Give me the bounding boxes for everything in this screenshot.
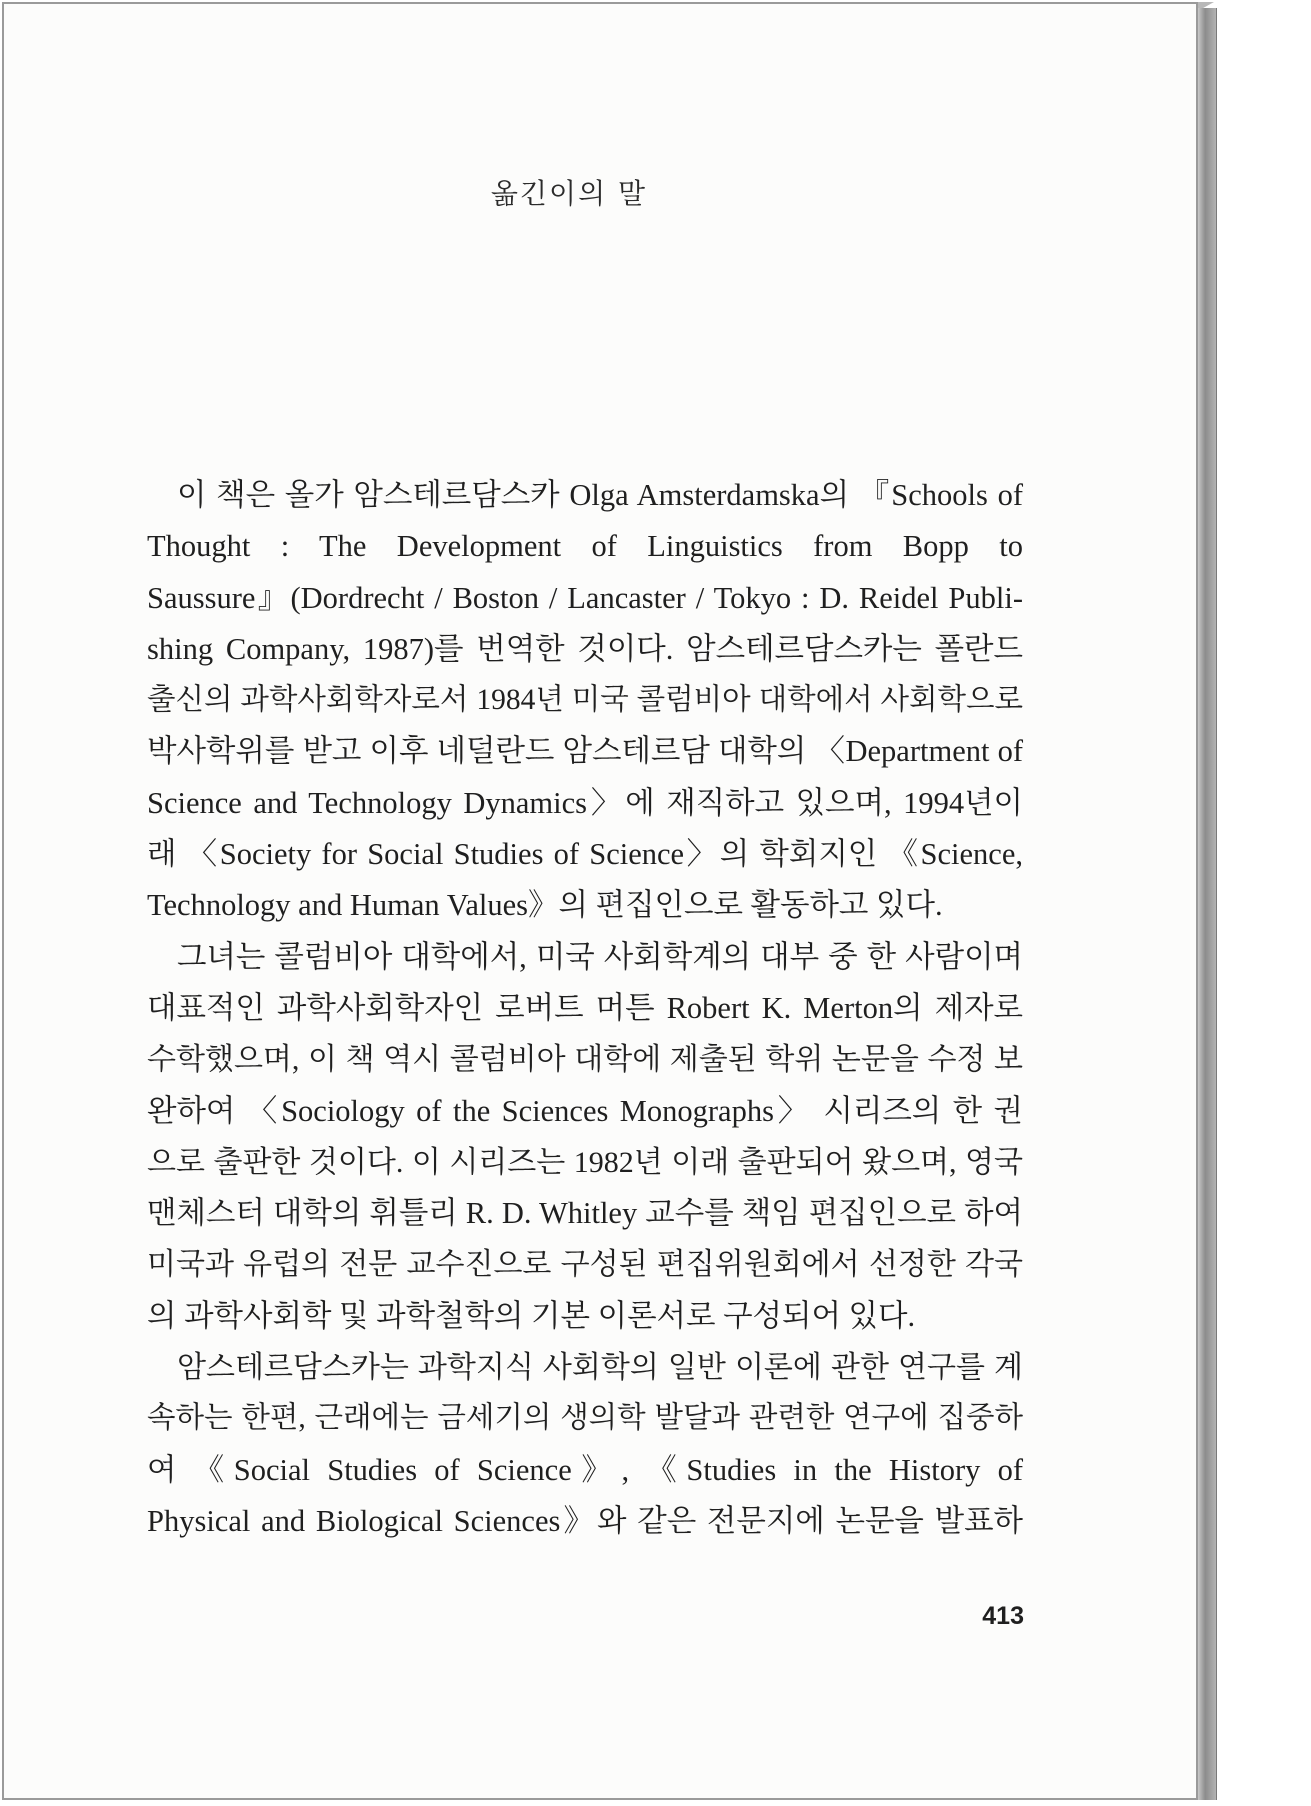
running-header: 옮긴이의 말 [490,177,648,210]
text-line: Science and Technology Dynamics〉에 재직하고 있으며, 1994년이 [147,785,1023,820]
text-line: 암스테르담스카는 과학지식 사회학의 일반 이론에 관한 연구를 계 [177,1351,1023,1385]
text-line: Technology and Human Values》의 편집인으로 활동하고 있다. [147,888,943,923]
text-line: Physical and Biological Sciences》와 같은 전문지에 논문을 발표하 [147,1503,1023,1538]
text-line: 완하여 〈Sociology of the Sciences Monographs〉 시리즈의 한 권 [147,1093,1023,1128]
text-line: 의 과학사회학 및 과학철학의 기본 이론서로 구성되어 있다. [147,1298,916,1333]
text-line: 속하는 한편, 근래에는 금세기의 생의학 발달과 관련한 연구에 집중하 [147,1402,1023,1435]
page-number: 413 [982,1602,1024,1630]
text-line: Thought : The Development of Linguistics from Bopp to [147,529,1023,564]
text-line: 래 〈Society for Social Studies of Science〉의 학회지인 《Science, [147,837,1023,872]
text-line: 여 《Social Studies of Science》, 《Studies in the History of [147,1452,1023,1487]
text-line: 대표적인 과학사회학자인 로버트 머튼 Robert K. Merton의 제자로 [147,990,1023,1025]
page-stack-edge [1198,8,1217,1800]
text-line: 박사학위를 받고 이후 네덜란드 암스테르담 대학의 〈Department of [147,734,1023,769]
book-page [2,2,1198,1800]
text-line: 으로 출판한 것이다. 이 시리즈는 1982년 이래 출판되어 왔으며, 영국 [147,1145,1023,1179]
body-text [147,470,1023,1547]
text-line: 미국과 유럽의 전문 교수진으로 구성된 편집위원회에서 선정한 각국 [147,1248,1023,1282]
text-line: 그녀는 콜럼비아 대학에서, 미국 사회학계의 대부 중 한 사람이며 [177,939,1023,974]
text-line: shing Company, 1987)를 번역한 것이다. 암스테르담스카는 폴란드 [147,631,1023,666]
text-line: 수학했으며, 이 책 역시 콜럼비아 대학에 제출된 학위 논문을 수정 보 [147,1043,1023,1077]
text-line: 출신의 과학사회학자로서 1984년 미국 콜럼비아 대학에서 사회학으로 [147,684,1023,717]
text-line: Saussure』(Dordrecht / Boston / Lancaster / Tokyo : D. Reidel Publi- [147,580,1023,615]
text-line: 맨체스터 대학의 휘틀리 R. D. Whitley 교수를 책임 편집인으로 하여 [147,1196,1023,1231]
text-line: 이 책은 올가 암스테르담스카 Olga Amsterdamska의 『Schools of [177,478,1023,512]
